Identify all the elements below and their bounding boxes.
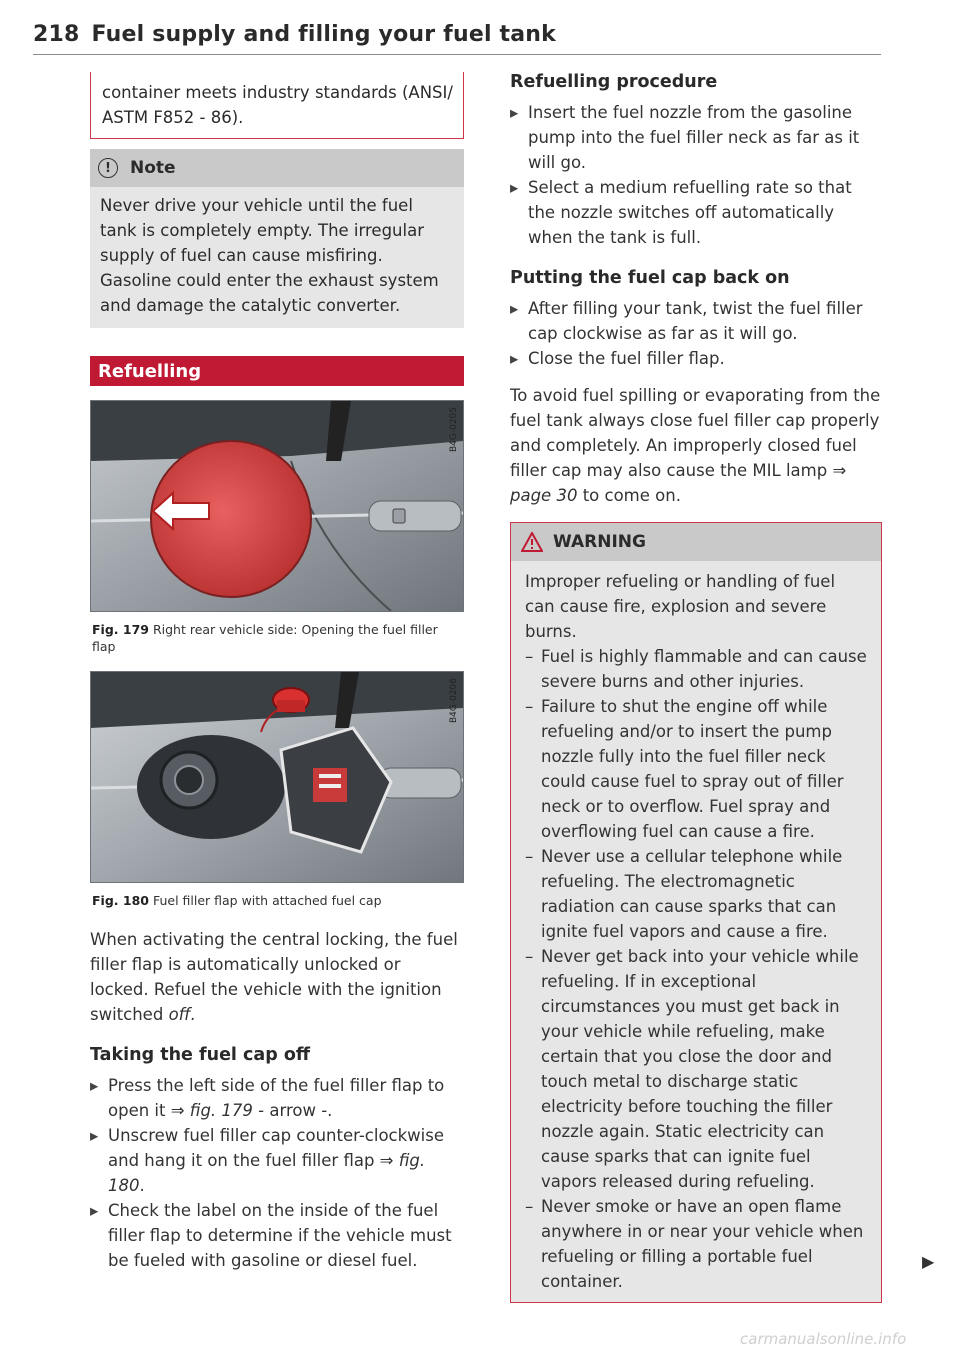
fuel-flap-open-illustration	[91, 672, 463, 882]
cap-bullet-2: ▸ Close the fuel filler flap.	[510, 346, 882, 371]
page-30-reference[interactable]: ⇒ page 30	[510, 461, 847, 505]
warning-box	[510, 522, 882, 1303]
note-circle-icon: !	[98, 158, 118, 178]
warning-intro: Improper refueling or handling of fuel can cause fire, explosion and severe burns.	[525, 572, 836, 641]
section-title: Fuel supply and filling your fuel tank	[91, 22, 556, 47]
fig-180-reference[interactable]: ⇒ fig. 180	[108, 1151, 426, 1195]
warning-heading: WARNING	[553, 532, 646, 552]
right-column	[510, 72, 882, 1303]
warning-item-3: – Never use a cellular telephone while refueling. The electromagnetic radiation can cause sparks that can ignite fuel vapors and cause a fire.	[525, 844, 869, 944]
central-locking-italic: off.	[168, 1005, 196, 1024]
watermark: carmanualsonline.info	[740, 1330, 907, 1348]
figure-179-caption-text: Right rear vehicle side: Opening the fuel filler flap	[92, 622, 438, 654]
central-locking-paragraph	[90, 927, 464, 1027]
left-bullet-3: ▸ Check the label on the inside of the fuel filler flap to determine if the vehicle must be fueled with gasoline or diesel fuel.	[90, 1198, 464, 1273]
fuel-cap-paragraph: To avoid fuel spilling or evaporating from the fuel tank always close fuel filler cap properly and completely. An improperly closed fuel filler cap may also cause the MIL lamp ⇒ page 30 to come on.	[510, 386, 881, 505]
warning-item-5: – Never smoke or have an open flame anywhere in or near your vehicle when refueling or filling a portable fuel container.	[525, 1194, 869, 1294]
continue-arrow-icon: ▶	[922, 1252, 935, 1271]
warning-triangle-icon	[521, 532, 543, 552]
section-heading: Refuelling	[98, 360, 202, 382]
warning-item-4: – Never get back into your vehicle while refueling. If in exceptional circumstances you must get back in your vehicle while refueling, make certain that you close the door and touch metal to discharge static electricity before touching the filler nozzle again. Static electricity can cause sparks that can ignite fuel vapors released during refueling.	[525, 944, 869, 1194]
page-header	[33, 22, 881, 55]
figure-180-code: B4G-0206	[449, 678, 459, 724]
procedure-bullet-1: ▸ Insert the fuel nozzle from the gasoline pump into the fuel filler neck as far as it will go.	[510, 100, 882, 175]
figure-180	[90, 671, 464, 883]
page-number: 218	[33, 22, 80, 47]
figure-180-label: Fig. 180	[92, 893, 149, 908]
warning-item-1: – Fuel is highly flammable and can cause severe burns and other injuries.	[525, 644, 869, 694]
figure-180-caption-text: Fuel filler flap with attached fuel cap	[152, 893, 382, 908]
taking-cap-off-heading: Taking the fuel cap off	[90, 1045, 311, 1065]
note-heading-bar	[90, 149, 464, 187]
figure-179	[90, 400, 464, 612]
warning-body	[511, 561, 881, 1302]
fig-179-reference[interactable]: ⇒ fig. 179	[170, 1101, 253, 1120]
warning-item-2: – Failure to shut the engine off while refueling and/or to insert the pump nozzle fully into the fuel filler neck could cause fuel to spray out of filler neck or to overflow. Fuel spray and overflowing fuel can cause a fire.	[525, 694, 869, 844]
figure-179-caption	[90, 612, 464, 655]
left-bullet-1: ▸ Press the left side of the fuel filler flap to open it ⇒ fig. 179 - arrow -.	[90, 1073, 464, 1123]
figure-179-code: B4G-0205	[449, 407, 459, 453]
left-column	[90, 72, 464, 1273]
note-body: Never drive your vehicle until the fuel tank is completely empty. The irregular supply of fuel can cause misfiring. Gasoline could enter the exhaust system and damage the catalytic converter.	[90, 187, 464, 328]
fuel-flap-closed-illustration	[91, 401, 463, 611]
intro-box-text: container meets industry standards (ANSI/ ASTM F852 - 86).	[102, 83, 453, 127]
warning-heading-bar	[511, 523, 881, 561]
note-heading: Note	[130, 158, 176, 178]
note-box	[90, 149, 464, 328]
figure-179-label: Fig. 179	[92, 622, 149, 637]
central-locking-text: When activating the central locking, the fuel filler flap is automatically unlocked or locked. Refuel the vehicle with the ignition switched	[90, 930, 458, 1024]
intro-box	[90, 72, 464, 139]
left-bullet-2: ▸ Unscrew fuel filler cap counter-clockwise and hang it on the fuel filler flap ⇒ fig. 180.	[90, 1123, 464, 1198]
cap-bullet-1: ▸ After filling your tank, twist the fuel filler cap clockwise as far as it will go.	[510, 296, 882, 346]
figure-180-caption	[90, 883, 464, 909]
section-heading-banner	[90, 356, 464, 386]
refuelling-procedure-heading: Refuelling procedure	[510, 72, 718, 92]
procedure-bullet-2: ▸ Select a medium refuelling rate so that the nozzle switches off automatically when the tank is full.	[510, 175, 882, 250]
cap-back-on-heading: Putting the fuel cap back on	[510, 268, 790, 288]
